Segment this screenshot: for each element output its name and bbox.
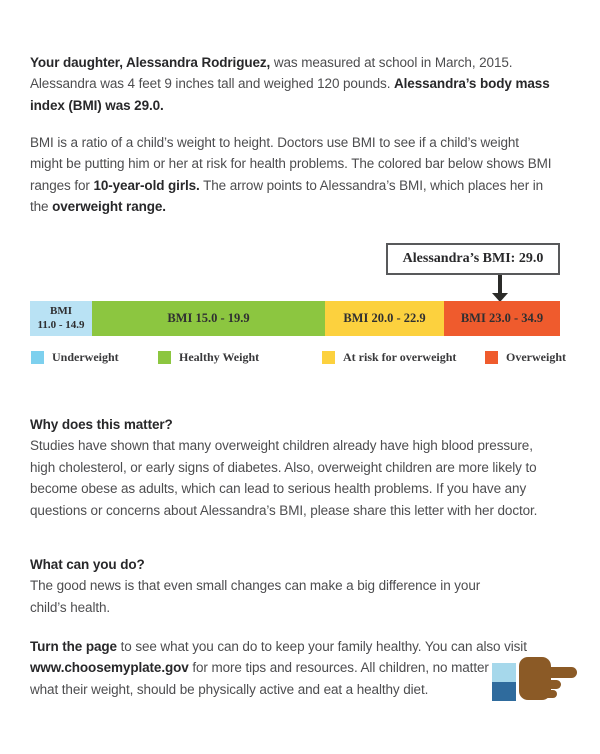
segment-label: BMI	[50, 304, 72, 317]
down-arrow-icon	[498, 275, 502, 294]
text-line: become obese as adults, which can lead to serious health problems. If you have any	[30, 481, 527, 497]
legend-label: Overweight	[506, 349, 566, 364]
legend-label: At risk for overweight	[343, 349, 457, 364]
pointing-hand-icon	[491, 656, 579, 704]
text-run: was measured at school in March, 2015.	[270, 55, 513, 70]
text-run: BMI is a ratio of a child’s weight to height. Doctors use BMI to see if a child’s weight	[30, 135, 519, 150]
legend-swatch-at-risk	[322, 351, 335, 364]
text-run: The arrow points to Alessandra’s BMI, which places her in	[199, 177, 544, 193]
text-line	[30, 153, 575, 174]
text-run: Alessandra was 4 feet 9 inches tall and weighed 120 pounds.	[30, 76, 394, 92]
segment-label: BMI 15.0 - 19.9	[167, 310, 250, 325]
text-run: 10-year-old girls.	[93, 177, 200, 193]
bmi-callout-label: Alessandra’s BMI: 29.0	[402, 251, 544, 266]
text-run: for more tips and resources. All children, no matter	[188, 660, 489, 676]
segment-label: BMI 20.0 - 22.9	[343, 310, 426, 325]
text-run: what their weight, should be physically active and eat a healthy diet.	[30, 681, 429, 697]
bar-segment-overweight	[444, 301, 560, 336]
text-run: Alessandra’s body mass	[394, 76, 550, 92]
text-run: to see what you can do to keep your family healthy. You can also visit	[116, 639, 527, 654]
legend-swatch-healthy-weight	[158, 351, 171, 364]
legend-item-at-risk	[322, 350, 456, 364]
text-run: www.choosemyplate.gov	[30, 660, 189, 676]
text-run: index (BMI) was 29.0.	[30, 97, 164, 113]
bar-segment-at-risk	[325, 301, 444, 336]
legend-item-healthy-weight	[158, 350, 259, 364]
legend-item-underweight	[31, 350, 119, 364]
bmi-explanation-paragraph	[30, 132, 575, 218]
why-section	[30, 414, 575, 521]
text-run: Your daughter, Alessandra Rodriguez,	[30, 55, 271, 70]
text-run: ranges for	[30, 177, 94, 193]
legend-label: Underweight	[52, 349, 119, 364]
text-line: child’s health.	[30, 599, 111, 615]
text-run: the	[30, 199, 53, 215]
legend-swatch-underweight	[31, 351, 44, 364]
text-line	[30, 73, 575, 94]
why-heading: Why does this matter?	[30, 417, 173, 432]
text-line	[30, 95, 575, 116]
what-heading: What can you do?	[30, 557, 145, 572]
text-line	[30, 52, 575, 73]
measurement-summary-paragraph	[30, 52, 575, 116]
bmi-callout-box	[386, 243, 560, 275]
text-line: Studies have shown that many overweight children already have high blood pressure,	[30, 438, 533, 454]
legend-swatch-overweight	[485, 351, 498, 364]
bar-segment-healthy-weight	[92, 301, 325, 336]
bmi-range-bar	[30, 301, 560, 336]
legend-item-overweight	[485, 350, 566, 364]
text-line	[30, 196, 575, 217]
what-section	[30, 554, 575, 618]
text-run: might be putting him or her at risk for health problems. The colored bar below shows BMI	[30, 156, 552, 172]
segment-label: BMI 23.0 - 34.9	[460, 310, 544, 325]
text-line	[30, 636, 575, 657]
text-line: high cholesterol, or early signs of diabetes. Also, overweight children are more likely to	[30, 459, 537, 475]
text-line	[30, 132, 575, 153]
segment-label: 11.0 - 14.9	[37, 318, 85, 331]
text-line	[30, 175, 575, 196]
text-run: Turn the page	[30, 639, 117, 654]
text-run: overweight range.	[52, 199, 166, 215]
text-line: questions or concerns about Alessandra’s BMI, please share this letter with her doctor.	[30, 502, 538, 518]
text-line: The good news is that even small changes can make a big difference in your	[30, 578, 481, 594]
bar-segment-underweight	[30, 301, 92, 336]
legend-label: Healthy Weight	[179, 349, 260, 364]
